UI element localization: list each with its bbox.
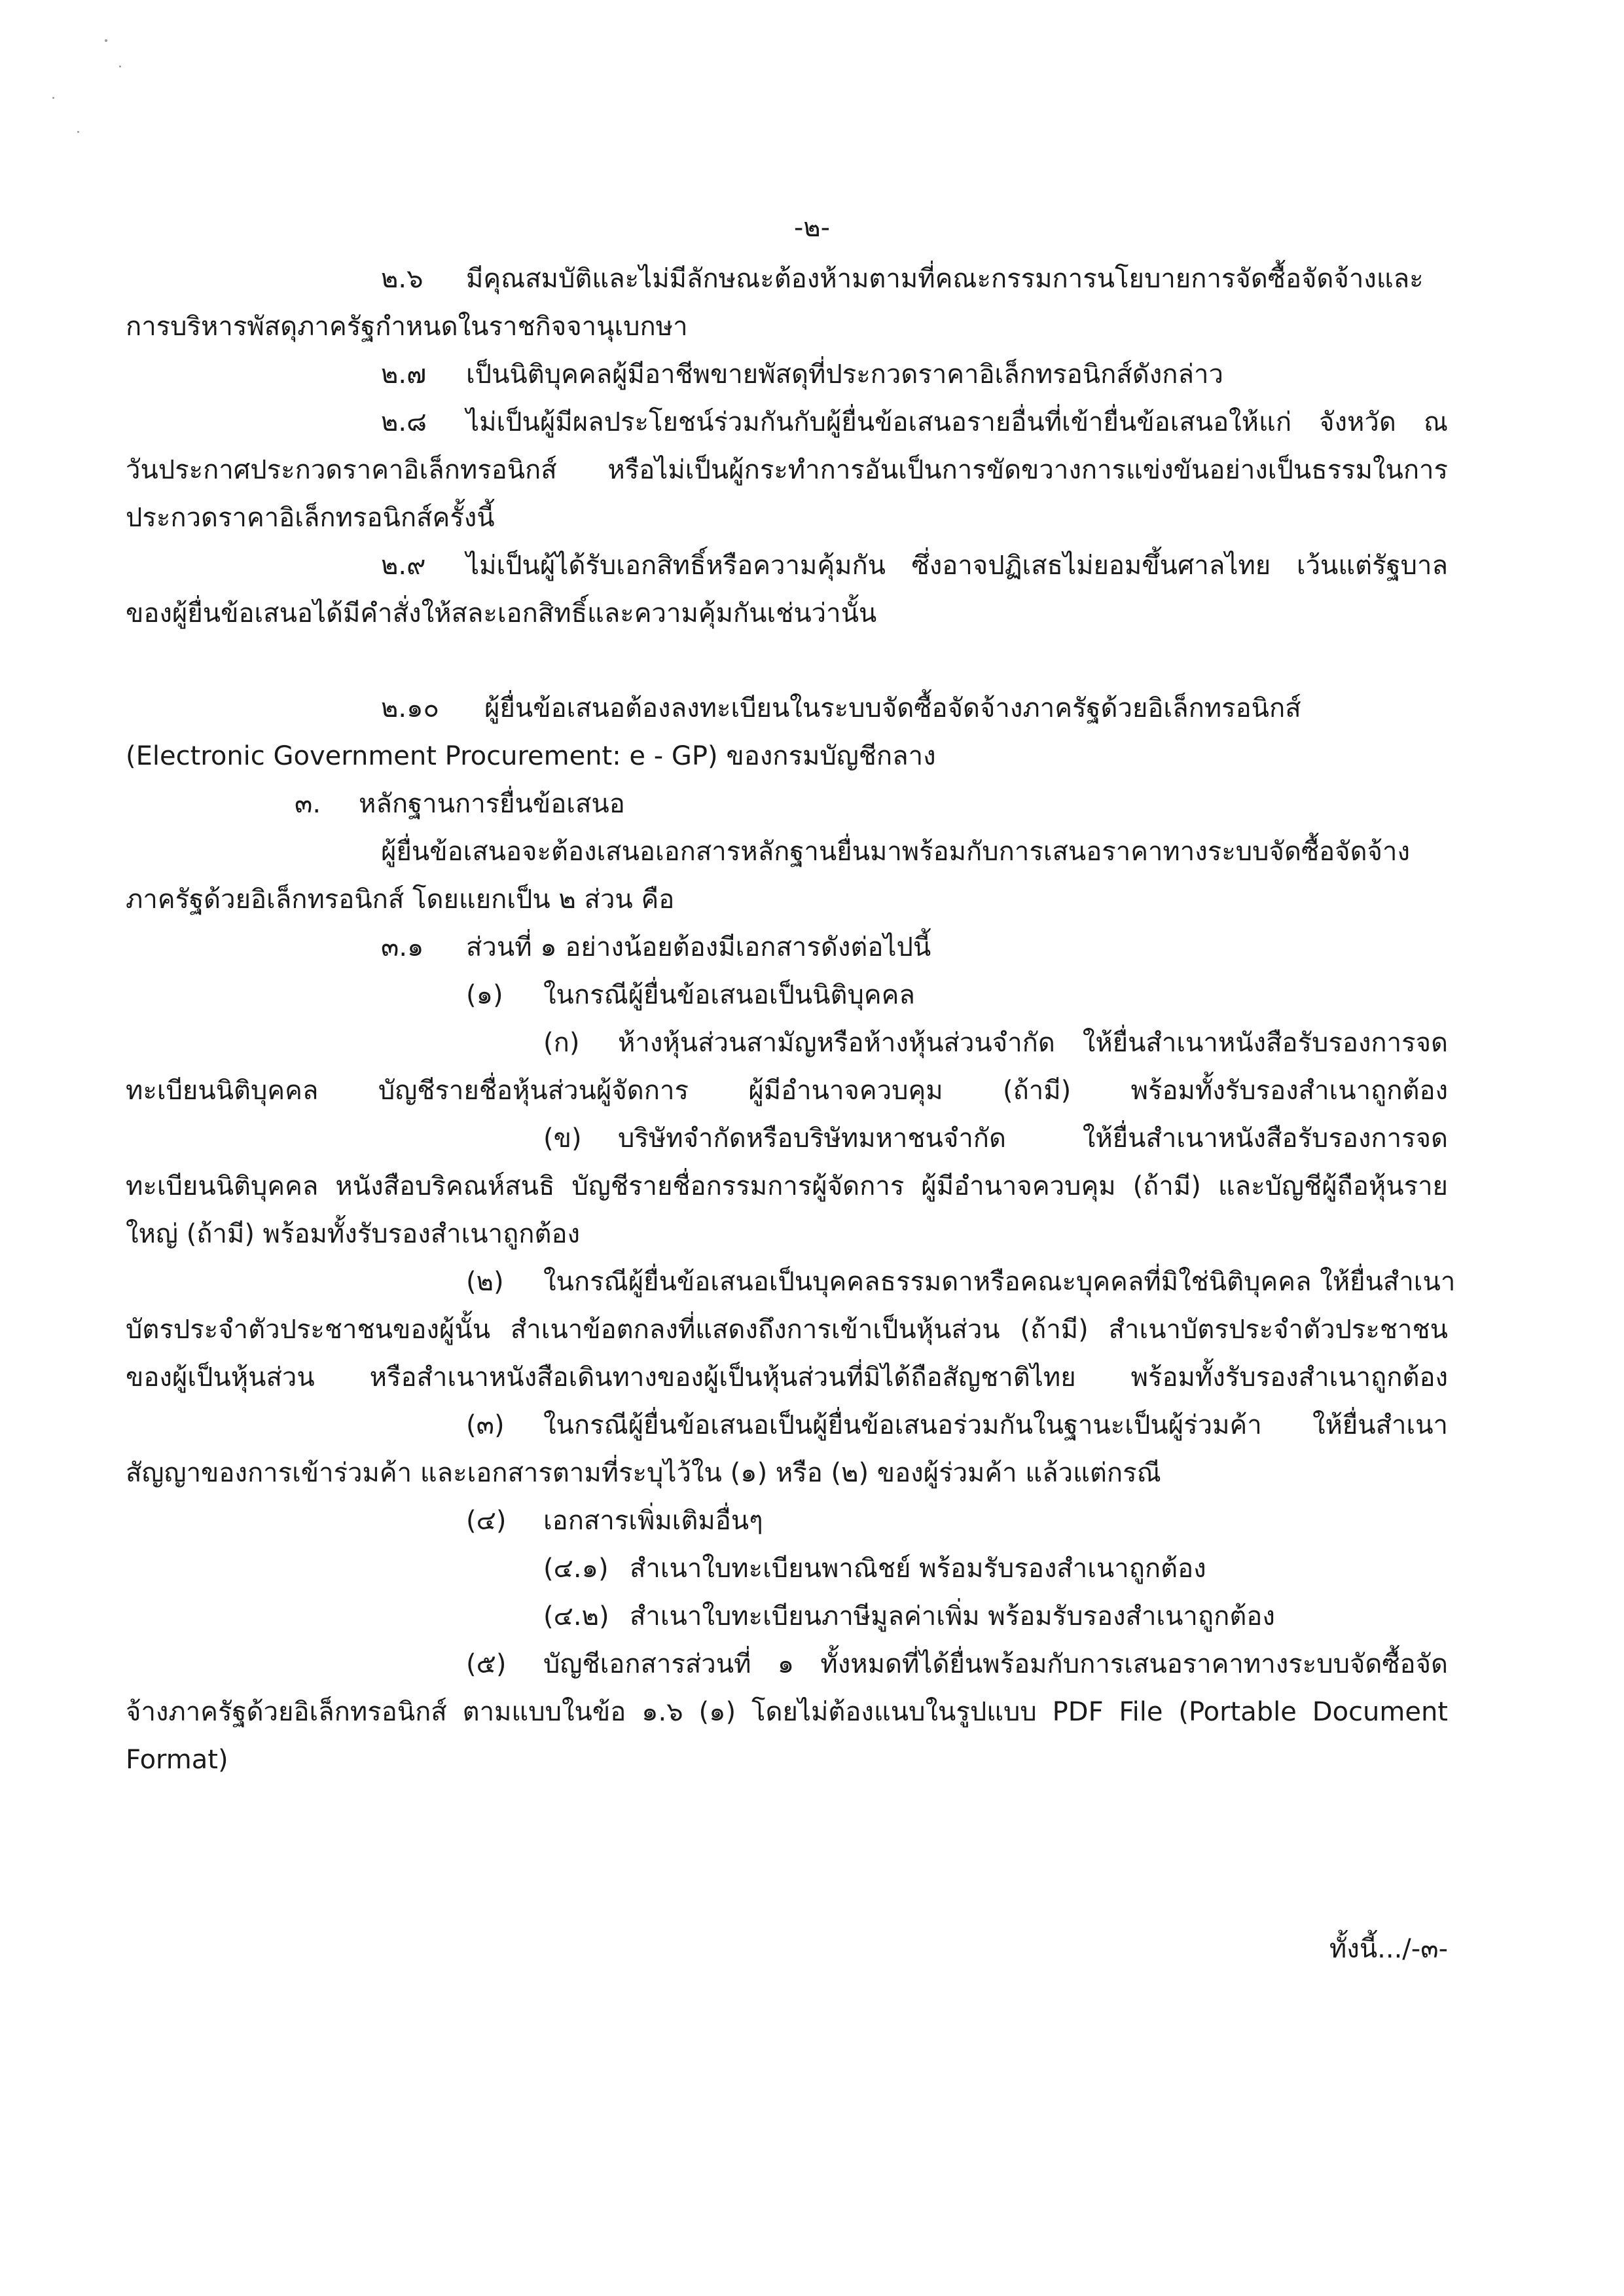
section-number: ๓. [295,789,321,819]
section-text: ไม่เป็นผู้ได้รับเอกสิทธิ์หรือความคุ้มกัน ซึ่งอาจปฏิเสธไม่ยอมขึ้นศาลไทย เว้นแต่รัฐบาล [466,551,1448,581]
section-text: ผู้ยื่นข้อเสนอต้องลงทะเบียนในระบบจัดซื้อจัดจ้างภาครัฐด้วยอิเล็กทรอนิกส์ [484,693,1301,723]
section-number: ๒.๖ [381,264,424,294]
section-text: ส่วนที่ ๑ อย่างน้อยต้องมีเอกสารดังต่อไปนี้ [466,932,931,962]
item-number: (๔.๒) [543,1601,609,1631]
section-number: ๒.๑๐ [381,693,439,723]
section-title: หลักฐานการยื่นข้อเสนอ [359,789,625,819]
item-number: (๓) [466,1410,505,1440]
section-text: เป็นนิติบุคคลผู้มีอาชีพขายพัสดุที่ประกวดราคาอิเล็กทรอนิกส์ดังกล่าว [466,359,1223,390]
section-text: วันประกาศประกวดราคาอิเล็กทรอนิกส์ หรือไม่เป็นผู้กระทำการอันเป็นการขัดขวางการแข่งขันอย่างเป็นธรรมในการ [126,455,1448,485]
item-text: ในกรณีผู้ยื่นข้อเสนอเป็นนิติบุคคล [543,980,915,1010]
item-number: (๑) [466,980,503,1010]
scan-speck [105,39,107,42]
item-text: สำเนาใบทะเบียนพาณิชย์ พร้อมรับรองสำเนาถูกต้อง [630,1554,1206,1584]
item-text: ทะเบียนนิติบุคคล บัญชีรายชื่อหุ้นส่วนผู้จัดการ ผู้มีอำนาจควบคุม (ถ้ามี) พร้อมทั้งรับรองสำเนาถูกต้อง [126,1076,1448,1106]
item-number: (๔) [466,1506,507,1536]
section-text: มีคุณสมบัติและไม่มีลักษณะต้องห้ามตามที่คณะกรรมการนโยบายการจัดซื้อจัดจ้างและ [466,264,1424,294]
section-text: (Electronic Government Procurement: e - GP) ของกรมบัญชีกลาง [126,741,936,771]
section-number: ๒.๙ [381,551,426,581]
item-number: (ข) [543,1123,582,1154]
item-text: บัญชีเอกสารส่วนที่ ๑ ทั้งหมดที่ได้ยื่นพร้อมกับการเสนอราคาทางระบบจัดซื้อจัด [543,1649,1448,1679]
page-continuation: ทั้งนี้.../-๓- [1329,1934,1448,1964]
item-text: สำเนาใบทะเบียนภาษีมูลค่าเพิ่ม พร้อมรับรองสำเนาถูกต้อง [630,1601,1275,1631]
item-number: (๔.๑) [543,1554,609,1584]
section-text: ของผู้ยื่นข้อเสนอได้มีคำสั่งให้สละเอกสิทธิ์และความคุ้มกันเช่นว่านั้น [126,598,877,629]
scan-speck [119,65,121,67]
item-text: ของผู้เป็นหุ้นส่วน หรือสำเนาหนังสือเดินทางของผู้เป็นหุ้นส่วนที่มิได้ถือสัญชาติไทย พร้อมทั้งรับรองสำเนาถูกต้อง [126,1362,1448,1393]
scan-speck [77,131,79,133]
section-number: ๓.๑ [381,932,424,962]
item-text: ใหญ่ (ถ้ามี) พร้อมทั้งรับรองสำเนาถูกต้อง [126,1219,581,1249]
item-number: (๕) [466,1649,507,1679]
section-text: ภาครัฐด้วยอิเล็กทรอนิกส์ โดยแยกเป็น ๒ ส่วน คือ [126,884,675,915]
section-text: ไม่เป็นผู้มีผลประโยชน์ร่วมกันกับผู้ยื่นข้อเสนอรายอื่นที่เข้ายื่นข้อเสนอให้แก่ จังหวัด ณ [466,407,1448,437]
item-text: ห้างหุ้นส่วนสามัญหรือห้างหุ้นส่วนจำกัด ให้ยื่นสำเนาหนังสือรับรองการจด [618,1028,1448,1058]
item-text: ในกรณีผู้ยื่นข้อเสนอเป็นผู้ยื่นข้อเสนอร่วมกันในฐานะเป็นผู้ร่วมค้า ให้ยื่นสำเนา [543,1410,1448,1440]
section-text: ผู้ยื่นข้อเสนอจะต้องเสนอเอกสารหลักฐานยื่นมาพร้อมกับการเสนอราคาทางระบบจัดซื้อจัดจ้าง [381,837,1410,867]
item-number: (๒) [466,1267,504,1297]
item-text: สัญญาของการเข้าร่วมค้า และเอกสารตามที่ระบุไว้ใน (๑) หรือ (๒) ของผู้ร่วมค้า แล้วแต่กรณี [126,1458,1161,1488]
item-text: Format) [126,1745,228,1775]
item-text: ทะเบียนนิติบุคคล หนังสือบริคณห์สนธิ บัญชีรายชื่อกรรมการผู้จัดการ ผู้มีอำนาจควบคุม (ถ้ามี) และบัญชีผู้ถือหุ้นราย [126,1171,1448,1201]
section-text: ประกวดราคาอิเล็กทรอนิกส์ครั้งนี้ [126,503,495,533]
section-text: การบริหารพัสดุภาครัฐกำหนดในราชกิจจานุเบกษา [126,312,688,342]
scan-speck [52,97,54,99]
item-number: (ก) [543,1028,580,1058]
section-number: ๒.๘ [381,407,427,437]
item-text: ในกรณีผู้ยื่นข้อเสนอเป็นบุคคลธรรมดาหรือคณะบุคคลที่มิใช่นิติบุคคล ให้ยื่นสำเนา [543,1267,1456,1297]
item-text: เอกสารเพิ่มเติมอื่นๆ [543,1506,763,1536]
item-text: บริษัทจำกัดหรือบริษัทมหาชนจำกัด ให้ยื่นสำเนาหนังสือรับรองการจด [618,1123,1448,1154]
section-number: ๒.๗ [381,359,427,390]
item-text: จ้างภาครัฐด้วยอิเล็กทรอนิกส์ ตามแบบในข้อ ๑.๖ (๑) โดยไม่ต้องแนบในรูปแบบ PDF File (Portable Document [126,1697,1448,1727]
page-number: -๒- [793,213,831,243]
item-text: บัตรประจำตัวประชาชนของผู้นั้น สำเนาข้อตกลงที่แสดงถึงการเข้าเป็นหุ้นส่วน (ถ้ามี) สำเนาบัตรประจำตัวประชาชน [126,1315,1448,1345]
